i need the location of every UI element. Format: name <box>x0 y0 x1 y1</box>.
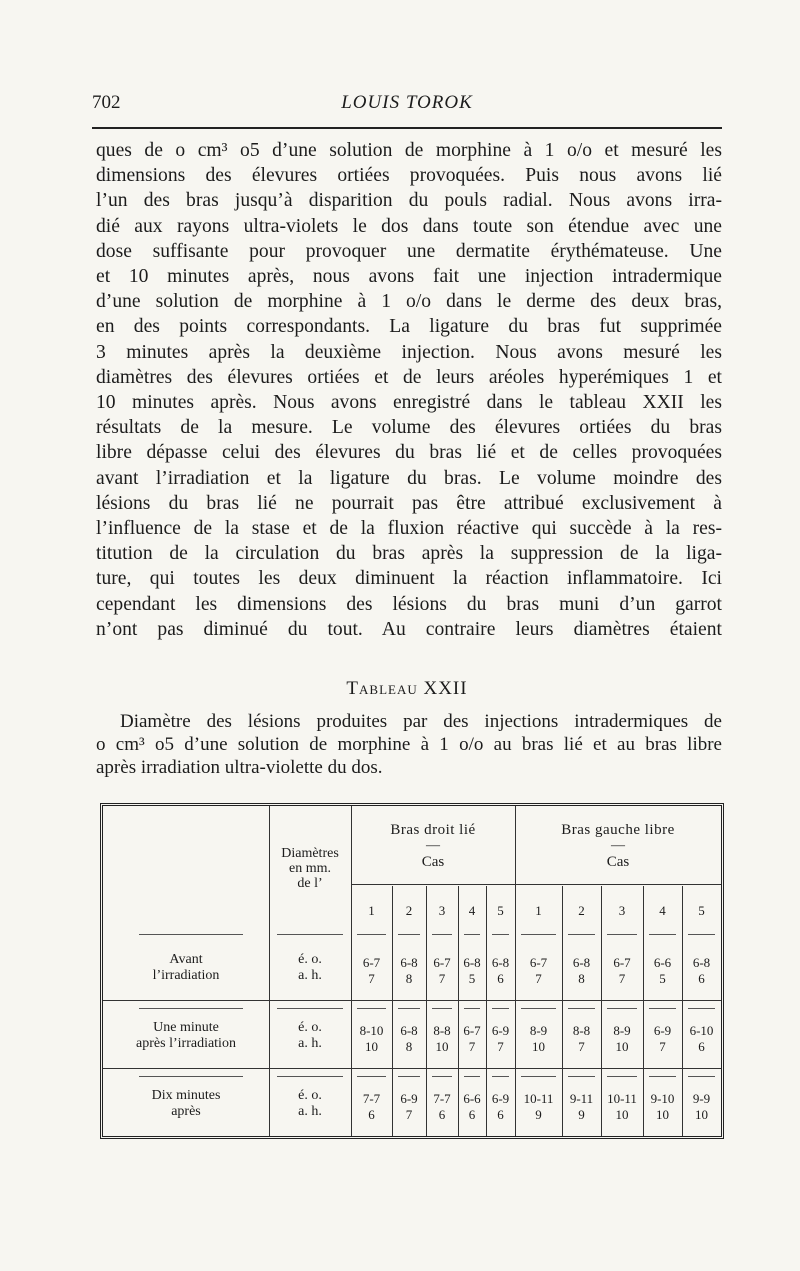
value-ah: 7 <box>468 1039 476 1054</box>
value-ah: 10 <box>435 1039 449 1054</box>
caption-line: après irradiation ultra-violette du dos. <box>96 757 383 778</box>
row-dash <box>492 1008 509 1009</box>
body-line: lésions du bras lié ne pourrait pas être attribué exclusivement à <box>96 492 722 514</box>
diameter-header: de l’ <box>297 876 323 891</box>
row-dash <box>607 934 637 935</box>
case-number: 3 <box>438 903 446 918</box>
row-dash <box>357 1076 386 1077</box>
value-eo: 6-10 <box>689 1023 714 1038</box>
row-dash <box>688 1076 715 1077</box>
row-dash <box>398 1076 420 1077</box>
body-line: l’influence de la stase et de la fluxion réactive qui succède à la res- <box>96 518 722 540</box>
body-line: n’ont pas diminué du tout. Au contraire leurs diamètres étaient <box>96 618 722 640</box>
header-rule <box>351 884 721 885</box>
page-number: 702 <box>92 92 121 113</box>
diameter-header: en mm. <box>289 861 331 876</box>
row-dash <box>492 934 509 935</box>
value-ah: 7 <box>618 971 626 986</box>
body-line: ques de o cm³ o5 d’une solution de morphine à 1 o/o et mesuré les <box>96 140 722 161</box>
body-line: dose suffisante pour provoquer une dermatite érythémateuse. Une <box>96 240 722 262</box>
measure-label: a. h. <box>298 1104 322 1119</box>
value-ah: 10 <box>695 1107 708 1122</box>
row-dash <box>688 1008 715 1009</box>
case-number: 1 <box>535 903 542 918</box>
value-ah: 9 <box>535 1107 542 1122</box>
row-dash <box>277 1076 343 1077</box>
value-eo: 10-11 <box>607 1091 637 1106</box>
value-ah: 10 <box>532 1039 545 1054</box>
case-number: 5 <box>698 903 705 918</box>
group-dash-right: — <box>611 838 625 853</box>
case-number: 1 <box>368 903 375 918</box>
row-dash <box>432 1076 452 1077</box>
table-title <box>92 678 722 700</box>
value-eo: 6-9 <box>491 1023 510 1038</box>
table-title-number: XXII <box>423 678 468 699</box>
value-eo: 6-8 <box>692 955 711 970</box>
value-eo: 8-8 <box>572 1023 591 1038</box>
value-eo: 6-9 <box>400 1091 418 1106</box>
body-line: résultats de la mesure. Le volume des élevures ortiées du bras <box>96 417 722 439</box>
value-ah: 5 <box>468 971 476 986</box>
case-number: 2 <box>405 903 413 918</box>
row-dash <box>464 1076 480 1077</box>
row-dash <box>649 934 676 935</box>
value-ah: 5 <box>659 971 666 986</box>
value-eo: 6-7 <box>463 1023 481 1038</box>
diameter-header: Diamètres <box>281 846 339 861</box>
case-number: 5 <box>497 903 504 918</box>
caption-line: Diamètre des lésions produites par des injections intradermiques de <box>120 711 722 732</box>
row-dash <box>492 1076 509 1077</box>
running-head <box>92 92 722 118</box>
value-ah: 6 <box>497 971 504 986</box>
table-title-prefix: Tableau <box>346 678 418 699</box>
row-label: après l’irradiation <box>136 1036 236 1051</box>
row-dash <box>607 1076 637 1077</box>
value-ah: 7 <box>578 1039 585 1054</box>
value-eo: 9-9 <box>692 1091 711 1106</box>
case-number: 4 <box>468 903 476 918</box>
value-eo: 6-9 <box>653 1023 672 1038</box>
value-eo: 6-8 <box>491 955 510 970</box>
row-dash <box>521 1076 556 1077</box>
value-eo: 6-8 <box>463 955 481 970</box>
value-ah: 7 <box>497 1039 504 1054</box>
body-paragraph <box>96 138 722 642</box>
value-ah: 7 <box>368 971 375 986</box>
case-number: 3 <box>618 903 626 918</box>
value-ah: 8 <box>405 971 413 986</box>
body-line: en des points correspondants. La ligature du bras fut supprimée <box>96 316 722 338</box>
value-ah: 8 <box>578 971 585 986</box>
group-title-left: Bras droit lié <box>390 822 476 838</box>
row-dash <box>464 934 480 935</box>
row-separator <box>103 1000 721 1001</box>
value-eo: 6-7 <box>613 955 631 970</box>
value-ah: 7 <box>405 1107 413 1122</box>
row-separator <box>103 1068 721 1069</box>
row-dash <box>139 1076 243 1077</box>
row-dash <box>432 934 452 935</box>
body-line: et 10 minutes après, nous avons fait une injection intradermique <box>96 266 722 288</box>
table-caption <box>96 710 722 779</box>
row-label: Une minute <box>153 1020 219 1035</box>
value-ah: 10 <box>615 1107 629 1122</box>
value-ah: 6 <box>368 1107 375 1122</box>
case-number: 4 <box>659 903 666 918</box>
value-ah: 6 <box>497 1107 504 1122</box>
body-line: 10 minutes après. Nous avons enregistré dans le tableau XXII les <box>96 392 722 414</box>
row-dash <box>139 934 243 935</box>
value-ah: 8 <box>405 1039 413 1054</box>
measure-label: é. o. <box>298 1088 322 1103</box>
value-eo: 9-11 <box>569 1091 594 1106</box>
value-eo: 6-8 <box>400 955 418 970</box>
row-dash <box>688 934 715 935</box>
row-label: après <box>171 1104 201 1119</box>
measure-label: a. h. <box>298 1036 322 1051</box>
value-eo: 8-9 <box>613 1023 631 1038</box>
body-line: libre dépasse celui des élevures du bras lié et de celles provoquées <box>96 442 722 464</box>
row-label: l’irradiation <box>152 968 220 983</box>
measure-label: a. h. <box>298 968 322 983</box>
row-dash <box>139 1008 243 1009</box>
value-eo: 8-8 <box>433 1023 451 1038</box>
case-number: 2 <box>578 903 585 918</box>
value-ah: 7 <box>438 971 446 986</box>
body-line: ture, qui toutes les deux diminuent la réaction inflammatoire. Ici <box>96 568 722 590</box>
row-dash <box>649 1076 676 1077</box>
row-dash <box>277 1008 343 1009</box>
data-table <box>100 803 724 1139</box>
measure-label: é. o. <box>298 952 322 967</box>
value-ah: 10 <box>656 1107 669 1122</box>
row-dash <box>398 934 420 935</box>
body-line: dimensions des élevures ortiées provoquées. Puis nous avons lié <box>96 165 722 187</box>
row-dash <box>568 934 595 935</box>
value-eo: 8-10 <box>359 1023 384 1038</box>
value-eo: 6-6 <box>653 955 672 970</box>
value-ah: 9 <box>578 1107 585 1122</box>
value-ah: 6 <box>698 971 705 986</box>
value-eo: 7-7 <box>362 1091 381 1106</box>
row-dash <box>521 1008 556 1009</box>
row-dash <box>649 1008 676 1009</box>
value-eo: 6-7 <box>362 955 381 970</box>
row-label: Dix minutes <box>151 1088 221 1103</box>
body-line: cependant les dimensions des lésions du bras muni d’un garrot <box>96 593 722 615</box>
row-dash <box>432 1008 452 1009</box>
measure-label: é. o. <box>298 1020 322 1035</box>
value-eo: 10-11 <box>523 1091 554 1106</box>
body-line: d’une solution de morphine à 1 o/o dans le derme des deux bras, <box>96 291 722 313</box>
row-dash <box>357 1008 386 1009</box>
row-dash <box>521 934 556 935</box>
value-eo: 9-10 <box>650 1091 675 1106</box>
row-dash <box>568 1076 595 1077</box>
body-line: dié aux rayons ultra-violets le dos dans toute son étendue avec une <box>96 215 722 237</box>
value-ah: 10 <box>365 1039 378 1054</box>
header-rule <box>92 127 722 129</box>
body-line: l’un des bras jusqu’à disparition du pouls radial. Nous avons irra- <box>96 190 722 212</box>
body-line: diamètres des élevures ortiées et de leurs aréoles hyperémiques 1 et <box>96 366 722 388</box>
value-eo: 6-7 <box>529 955 548 970</box>
group-sub-left: Cas <box>421 854 445 870</box>
body-line: titution de la circulation du bras après la suppression de la liga- <box>96 543 722 565</box>
value-eo: 6-8 <box>400 1023 418 1038</box>
running-title: LOUIS TOROK <box>341 92 473 113</box>
value-ah: 6 <box>698 1039 705 1054</box>
row-dash <box>464 1008 480 1009</box>
value-eo: 6-7 <box>433 955 451 970</box>
value-ah: 6 <box>468 1107 476 1122</box>
value-eo: 6-9 <box>491 1091 510 1106</box>
value-eo: 6-6 <box>463 1091 481 1106</box>
body-line: avant l’irradiation et la ligature du bras. Le volume moindre des <box>96 467 722 489</box>
value-eo: 7-7 <box>433 1091 451 1106</box>
value-ah: 6 <box>438 1107 446 1122</box>
row-dash <box>277 934 343 935</box>
value-eo: 8-9 <box>529 1023 548 1038</box>
value-ah: 7 <box>535 971 542 986</box>
group-dash-left: — <box>426 838 440 853</box>
group-title-right: Bras gauche libre <box>561 822 675 838</box>
group-sub-right: Cas <box>606 854 630 870</box>
value-eo: 6-8 <box>572 955 591 970</box>
row-dash <box>398 1008 420 1009</box>
caption-line: o cm³ o5 d’une solution de morphine à 1 o/o au bras lié et au bras libre <box>96 734 722 755</box>
value-ah: 10 <box>615 1039 629 1054</box>
row-label: Avant <box>169 952 203 967</box>
row-dash <box>568 1008 595 1009</box>
row-dash <box>607 1008 637 1009</box>
value-ah: 7 <box>659 1039 666 1054</box>
body-line: 3 minutes après la deuxième injection. Nous avons mesuré les <box>96 341 722 363</box>
row-dash <box>357 934 386 935</box>
